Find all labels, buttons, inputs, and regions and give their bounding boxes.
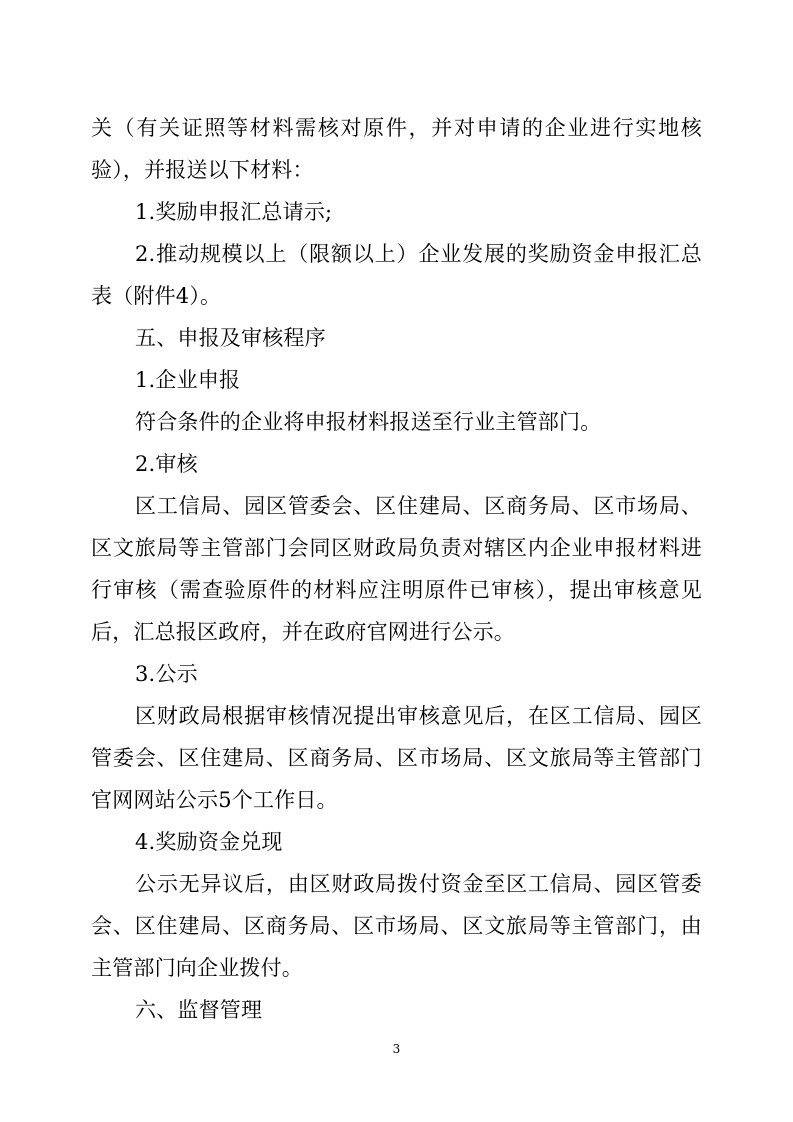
subheading-fund-disbursement: 4.奖励资金兑现 <box>135 830 283 854</box>
subheading-review: 2.审核 <box>135 452 198 476</box>
list-item-1: 1.奖励申报汇总请示; <box>135 200 333 224</box>
list-item-2: 2.推动规模以上（限额以上）企业发展的奖励资金申报汇总表（附件4）。 <box>91 242 702 308</box>
section-heading-6: 六、监督管理 <box>135 998 263 1022</box>
paragraph-continuation: 关（有关证照等材料需核对原件，并对申请的企业进行实地核验），并报送以下材料： <box>91 116 702 182</box>
paragraph-review: 区工信局、园区管委会、区住建局、区商务局、区市场局、区文旅局等主管部门会同区财政局负责对辖区内企业申报材料进行审核（需查验原件的材料应注明原件已审核），提出审核意见后，汇总报区政府，并在政府官网进行公示。 <box>91 494 702 644</box>
page-number: 3 <box>392 1042 401 1056</box>
subheading-enterprise-application: 1.企业申报 <box>135 368 241 392</box>
paragraph-fund-disbursement: 公示无异议后，由区财政局拨付资金至区工信局、园区管委会、区住建局、区商务局、区市场局、区文旅局等主管部门，由主管部门向企业拨付。 <box>91 872 702 980</box>
paragraph-publicity: 区财政局根据审核情况提出审核意见后，在区工信局、园区管委会、区住建局、区商务局、区市场局、区文旅局等主管部门官网网站公示5个工作日。 <box>91 704 702 812</box>
paragraph-enterprise-application: 符合条件的企业将申报材料报送至行业主管部门。 <box>135 410 602 434</box>
section-heading-5: 五、申报及审核程序 <box>135 326 326 350</box>
document-body <box>91 107 702 1031</box>
subheading-publicity: 3.公示 <box>135 662 198 686</box>
